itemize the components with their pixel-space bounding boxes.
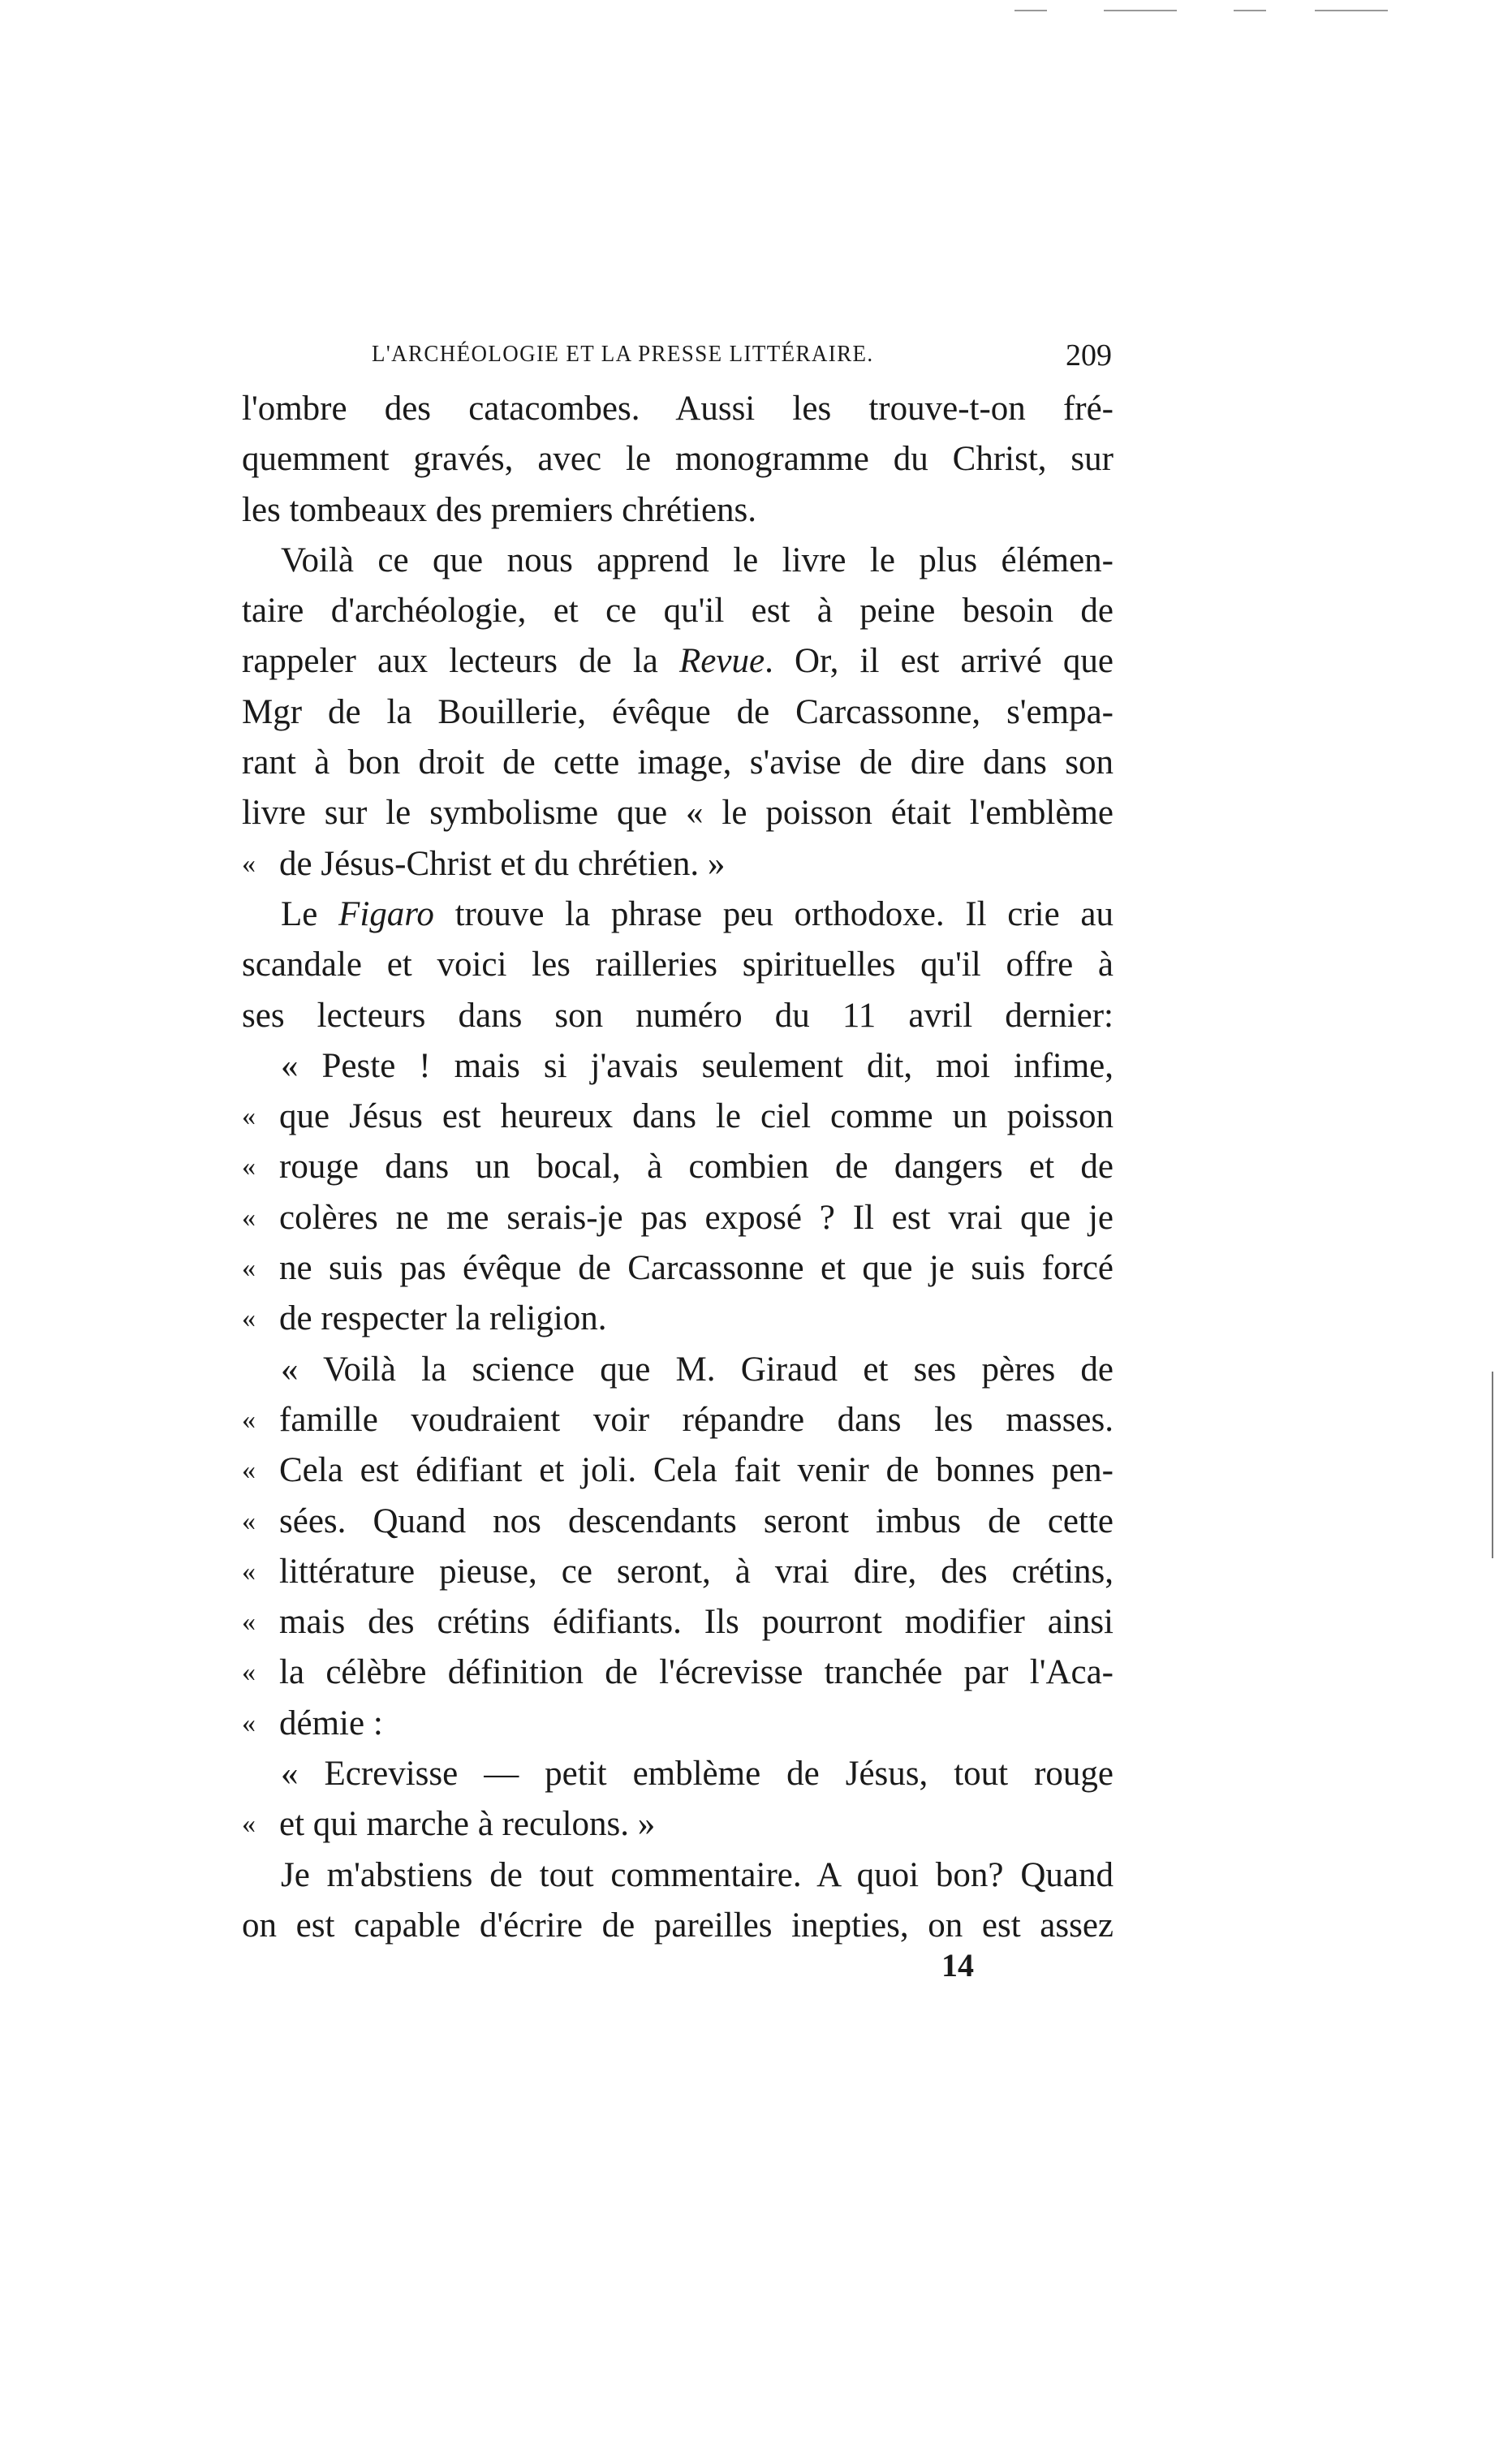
scan-artifact	[1014, 10, 1047, 11]
quote-mark: «	[242, 1455, 256, 1486]
paragraph-indent	[242, 1345, 281, 1395]
text-line	[242, 1345, 1114, 1395]
running-title: L'ARCHÉOLOGIE ET LA PRESSE LITTÉRAIRE.	[372, 341, 874, 367]
line-text-segment: Voilà ce que nous apprend le livre le plus élémen-	[281, 541, 1114, 579]
text-line	[242, 485, 1114, 536]
text-line	[242, 1547, 1114, 1597]
line-text	[281, 1749, 1114, 1799]
line-text	[279, 1142, 1114, 1192]
line-text-segment: la célèbre définition de l'écrevisse tranchée par l'Aca-	[279, 1653, 1114, 1692]
line-text-segment: l'ombre des catacombes. Aussi les trouve-t-on fré-	[242, 390, 1114, 428]
body-text	[242, 384, 1114, 1951]
line-text	[279, 1092, 1114, 1142]
line-text-segment: colères ne me serais-je pas exposé ? Il est vrai que je	[279, 1198, 1114, 1237]
text-line	[242, 1648, 1114, 1698]
line-text-segment: « Voilà la science que M. Giraud et ses pères de	[281, 1350, 1114, 1389]
line-text-segment: les tombeaux des premiers chrétiens.	[242, 490, 757, 529]
line-text	[279, 1799, 1114, 1850]
line-text-segment: livre sur le symbolisme que « le poisson était l'emblème	[242, 794, 1114, 833]
line-text	[279, 1294, 1114, 1344]
line-text	[242, 738, 1114, 788]
line-text	[279, 1597, 1114, 1648]
line-text-segment: démie :	[279, 1704, 383, 1742]
quote-mark: «	[242, 1809, 256, 1840]
text-line	[242, 636, 1114, 687]
line-text	[279, 1699, 1114, 1749]
text-line	[242, 687, 1114, 738]
text-line	[242, 1799, 1114, 1850]
line-text-segment: ses lecteurs dans son numéro du 11 avril dernier:	[242, 996, 1114, 1035]
text-line	[242, 1092, 1114, 1142]
quote-mark: «	[242, 1101, 256, 1132]
line-text-segment: scandale et voici les railleries spirituelles qu'il offre à	[242, 945, 1114, 984]
line-text-segment: littérature pieuse, ce seront, à vrai dire, des crétins,	[279, 1552, 1114, 1591]
line-text	[279, 1395, 1114, 1445]
text-line	[242, 384, 1114, 434]
line-text	[281, 536, 1114, 586]
quote-mark: «	[242, 1657, 256, 1688]
text-line	[242, 1597, 1114, 1648]
text-line	[242, 1142, 1114, 1192]
line-text-segment: taire d'archéologie, et ce qu'il est à peine besoin de	[242, 592, 1114, 631]
text-line	[242, 536, 1114, 586]
line-text-segment: on est capable d'écrire de pareilles inepties, on est assez	[242, 1906, 1114, 1945]
line-text	[279, 839, 1114, 889]
line-text	[242, 434, 1114, 485]
line-text-segment: Je m'abstiens de tout commentaire. A quoi bon? Quand	[281, 1855, 1114, 1894]
line-text	[242, 687, 1114, 738]
text-line	[242, 738, 1114, 788]
text-line	[242, 1041, 1114, 1092]
line-text	[242, 940, 1114, 990]
quote-mark: «	[242, 1404, 256, 1435]
line-text-segment: rant à bon droit de cette image, s'avise de dire dans son	[242, 743, 1114, 782]
text-line	[242, 434, 1114, 485]
text-line	[242, 1901, 1114, 1951]
text-line	[242, 1497, 1114, 1547]
text-line	[242, 1749, 1114, 1799]
line-text-segment: « Ecrevisse — petit emblème de Jésus, tout rouge	[281, 1755, 1114, 1794]
text-line	[242, 1699, 1114, 1749]
line-text	[279, 1193, 1114, 1243]
line-text	[281, 1345, 1114, 1395]
paragraph-indent	[242, 889, 281, 940]
line-text-segment: Mgr de la Bouillerie, évêque de Carcassonne, s'empa-	[242, 692, 1114, 731]
line-text	[279, 1547, 1114, 1597]
line-text-segment: trouve la phrase peu orthodoxe. Il crie au	[433, 894, 1114, 933]
line-text-segment: « Peste ! mais si j'avais seulement dit, moi infime,	[281, 1046, 1114, 1085]
text-line	[242, 1243, 1114, 1294]
line-text	[281, 1041, 1114, 1092]
line-text-segment: famille voudraient voir répandre dans les masses.	[279, 1400, 1114, 1439]
signature-mark: 14	[941, 1947, 974, 1984]
page-number: 209	[1066, 338, 1112, 373]
line-text-segment: et qui marche à reculons. »	[279, 1805, 656, 1844]
scan-artifact	[1234, 10, 1266, 11]
line-text	[279, 1497, 1114, 1547]
quote-mark: «	[242, 1303, 256, 1334]
text-line	[242, 586, 1114, 636]
scan-edge-line	[1492, 1372, 1493, 1558]
paragraph-indent	[242, 1749, 281, 1799]
text-line	[242, 1294, 1114, 1344]
italic-title: Figaro	[338, 894, 434, 933]
quote-mark: «	[242, 1152, 256, 1182]
text-line	[242, 991, 1114, 1041]
quote-mark: «	[242, 1253, 256, 1284]
line-text-segment: de Jésus-Christ et du chrétien. »	[279, 844, 726, 883]
paragraph-indent	[242, 1850, 281, 1901]
text-line	[242, 940, 1114, 990]
line-text-segment: Cela est édifiant et joli. Cela fait venir de bonnes pen-	[279, 1451, 1114, 1490]
paragraph-indent	[242, 1041, 281, 1092]
text-line	[242, 788, 1114, 838]
line-text-segment: de respecter la religion.	[279, 1299, 607, 1338]
text-line	[242, 1850, 1114, 1901]
line-text-segment: Le	[281, 894, 339, 933]
quote-mark: «	[242, 848, 256, 879]
line-text	[242, 586, 1114, 636]
text-line	[242, 839, 1114, 889]
paragraph-indent	[242, 536, 281, 586]
line-text	[242, 636, 1114, 687]
quote-mark: «	[242, 1505, 256, 1536]
line-text	[281, 1850, 1114, 1901]
line-text	[281, 889, 1114, 940]
quote-mark: «	[242, 1708, 256, 1738]
text-line	[242, 1395, 1114, 1445]
line-text-segment: ne suis pas évêque de Carcassonne et que je suis forcé	[279, 1249, 1114, 1288]
line-text-segment: sées. Quand nos descendants seront imbus de cette	[279, 1501, 1114, 1540]
line-text	[279, 1243, 1114, 1294]
line-text	[242, 788, 1114, 838]
line-text	[242, 991, 1114, 1041]
line-text-segment: que Jésus est heureux dans le ciel comme un poisson	[279, 1097, 1114, 1136]
line-text-segment: quemment gravés, avec le monogramme du Christ, sur	[242, 440, 1114, 479]
text-line	[242, 1193, 1114, 1243]
line-text	[279, 1648, 1114, 1698]
quote-mark: «	[242, 1607, 256, 1638]
italic-title: Revue	[679, 642, 765, 681]
line-text	[279, 1445, 1114, 1496]
line-text	[242, 384, 1114, 434]
scan-artifact	[1104, 10, 1177, 11]
line-text-segment: mais des crétins édifiants. Ils pourront modifier ainsi	[279, 1603, 1114, 1642]
quote-mark: «	[242, 1556, 256, 1587]
line-text-segment: . Or, il est arrivé que	[765, 642, 1114, 681]
line-text	[242, 485, 1114, 536]
line-text-segment: rappeler aux lecteurs de la	[242, 642, 680, 681]
line-text-segment: rouge dans un bocal, à combien de dangers et de	[279, 1148, 1114, 1187]
quote-mark: «	[242, 1202, 256, 1233]
line-text	[242, 1901, 1114, 1951]
running-head	[242, 338, 1112, 373]
text-line	[242, 1445, 1114, 1496]
text-line	[242, 889, 1114, 940]
scan-artifact	[1315, 10, 1388, 11]
